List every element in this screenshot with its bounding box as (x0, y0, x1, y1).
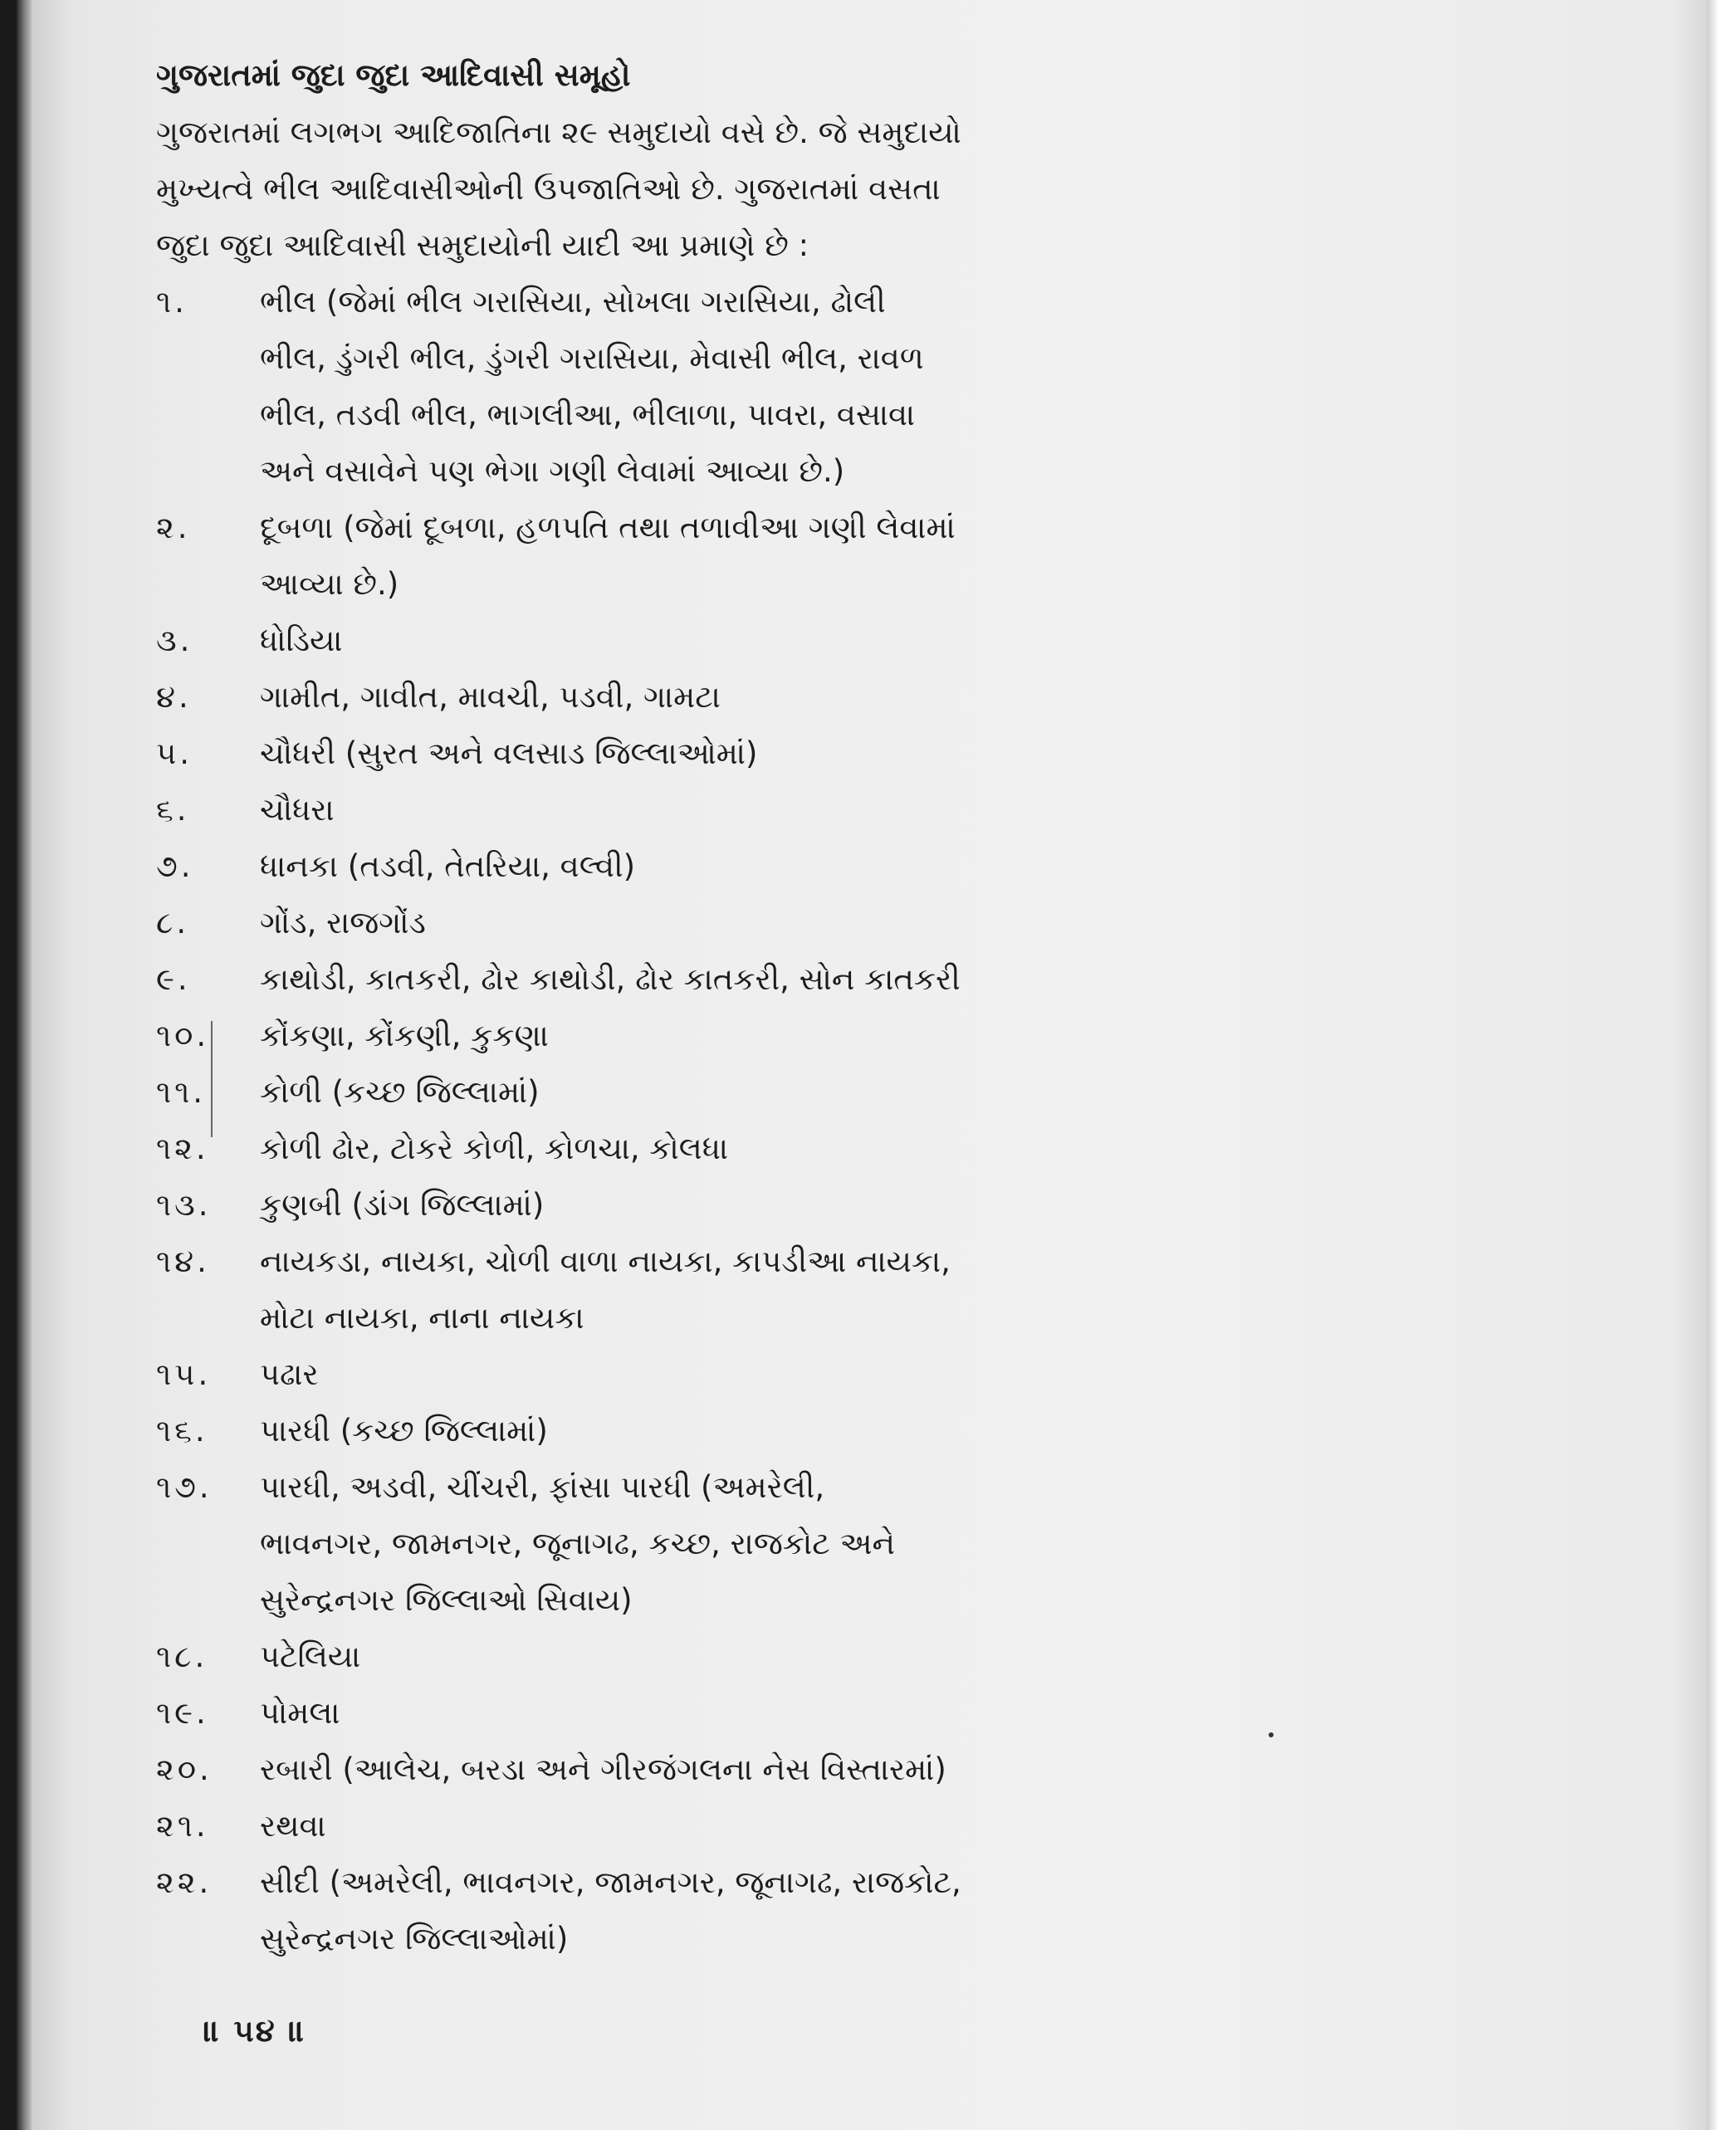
list-item-text (260, 838, 1053, 895)
list-item-line: ભાવનગર, જામનગર, જૂનાગઢ, કચ્છ, રાજકોટ અને (260, 1526, 896, 1561)
list-item-number: ૧૨. (156, 1131, 209, 1166)
list-item-line: પારધી (કચ્છ જિલ્લામાં) (260, 1413, 548, 1448)
list-item-line: કાથોડી, કાતકરી, ઢોર કાથોડી, ઢોર કાતકરી, સોન કાતકરી (260, 961, 961, 997)
list-item-line: સુરેન્દ્રનગર જિલ્લાઓમાં) (260, 1921, 569, 1957)
list-item-number: ૨. (156, 510, 191, 545)
list-item-number: ૧૫. (156, 1356, 212, 1392)
intro-line: મુખ્યત્વે ભીલ આદિવાસીઓની ઉપજાતિઓ છે. ગુજરાતમાં વસતા (156, 171, 941, 207)
list-item-line: ચૌધરી (સુરત અને વલસાડ જિલ્લાઓમાં) (260, 735, 758, 771)
list-item-text (260, 500, 1053, 613)
list-item-text (260, 613, 1053, 669)
list-item-number: ૮. (156, 905, 190, 940)
list-item-line: કોળી ઢોર, ટોકરે કોળી, કોળચા, કોલધા (260, 1131, 729, 1166)
list-item-line: ધોડિયા (260, 623, 343, 658)
list-item (156, 1685, 1053, 1742)
book-spine-edge (17, 0, 32, 2130)
intro-paragraph (156, 105, 1053, 274)
list-item (156, 1459, 1053, 1629)
list-item-text (260, 669, 1053, 725)
list-item-number: ૨૧. (156, 1808, 209, 1844)
list-item-text (260, 895, 1053, 951)
list-item (156, 613, 1053, 669)
list-item (156, 895, 1053, 951)
list-item (156, 951, 1053, 1008)
intro-line: ગુજરાતમાં લગભગ આદિજાતિના ૨૯ સમુદાયો વસે છે. જે સમુદાયો (156, 115, 961, 150)
list-item-line: કોંકણા, કોંકણી, કુકણા (260, 1018, 549, 1053)
list-item-text (260, 725, 1053, 782)
list-item-line: દૂબળા (જેમાં દૂબળા, હળપતિ તથા તળાવીઆ ગણી લેવામાં (260, 510, 956, 545)
list-item-text (260, 1629, 1053, 1685)
list-item-line: ગામીત, ગાવીત, માવચી, પડવી, ગામટા (260, 679, 721, 715)
list-item-number: ૧૭. (156, 1469, 213, 1505)
list-item (156, 725, 1053, 782)
section-heading: ગુજરાતમાં જુદા જુદા આદિવાસી સમૂહો (156, 57, 631, 93)
list-item-line: ધાનકા (તડવી, તેતરિયા, વલ્વી) (260, 848, 636, 884)
list-item-line: પારધી, અડવી, ચીંચરી, ફાંસા પારધી (અમરેલી, (260, 1469, 825, 1505)
list-item-text (260, 1234, 1053, 1346)
list-item-line: પટેલિયા (260, 1639, 361, 1674)
list-item-number: ૧૧. (156, 1074, 207, 1110)
list-item-number: ૯. (156, 961, 191, 997)
book-page (32, 0, 1707, 2130)
scan-right-margin (1707, 0, 1736, 2130)
list-item-text (260, 1403, 1053, 1459)
list-item (156, 1403, 1053, 1459)
list-item-text (260, 1177, 1053, 1234)
list-item-number: ૧૮. (156, 1639, 208, 1674)
list-item-line: નાયકડા, નાયકા, ચોળી વાળા નાયકા, કાપડીઆ નાયકા, (260, 1243, 951, 1279)
list-item (156, 1798, 1053, 1854)
list-item-line: ભીલ, ડુંગરી ભીલ, ડુંગરી ગરાસિયા, મેવાસી ભીલ, રાવળ (260, 340, 924, 376)
list-item-text (260, 1064, 1053, 1121)
page-content (156, 50, 1053, 1967)
list-item-text (260, 782, 1053, 838)
list-item-line: ગોંડ, રાજગોંડ (260, 905, 426, 940)
list-item-text (260, 1121, 1053, 1177)
list-item-text (260, 951, 1053, 1008)
tribe-list (156, 274, 1053, 1967)
list-item-number: ૧૩. (156, 1187, 212, 1223)
list-item-number: ૧૦. (156, 1018, 210, 1053)
list-item-number: ૭. (156, 848, 194, 884)
scan-speck (1269, 1732, 1274, 1737)
list-item (156, 1346, 1053, 1403)
list-item-line: પોમલા (260, 1695, 340, 1731)
list-item-number: ૨૦. (156, 1751, 213, 1787)
list-item-number: ૧૬. (156, 1413, 208, 1448)
list-item (156, 1629, 1053, 1685)
list-item (156, 500, 1053, 613)
list-item-number: ૧. (156, 284, 188, 320)
list-item (156, 669, 1053, 725)
list-item (156, 1742, 1053, 1798)
list-item-text (260, 1008, 1053, 1064)
list-item (156, 1234, 1053, 1346)
list-item-line: સુરેન્દ્રનગર જિલ્લાઓ સિવાય) (260, 1582, 633, 1618)
list-item (156, 274, 1053, 500)
list-item (156, 1064, 1053, 1121)
list-item (156, 1121, 1053, 1177)
list-item-line: પઢાર (260, 1356, 319, 1392)
scan-artifact-line (211, 1021, 213, 1137)
list-item-line: રબારી (આલેચ, બરડા અને ગીરજંગલના નેસ વિસ્તારમાં) (260, 1751, 946, 1787)
list-item-line: અને વસાવેને પણ ભેગા ગણી લેવામાં આવ્યા છે.) (260, 453, 845, 489)
list-item (156, 838, 1053, 895)
list-item-number: ૪. (156, 679, 192, 715)
list-item-number: ૨૨. (156, 1864, 213, 1900)
list-item-text (260, 274, 1053, 500)
list-item (156, 1177, 1053, 1234)
list-item-text (260, 1685, 1053, 1742)
list-item-line: ભીલ, તડવી ભીલ, ભાગલીઆ, ભીલાળા, પાવરા, વસાવા (260, 397, 916, 432)
list-item-number: ૧૪. (156, 1243, 210, 1279)
list-item-line: ભીલ (જેમાં ભીલ ગરાસિયા, સોખલા ગરાસિયા, ઢોલી (260, 284, 886, 320)
list-item-number: ૬. (156, 792, 190, 828)
list-item-line: કુણબી (ડાંગ જિલ્લામાં) (260, 1187, 545, 1223)
list-item-text (260, 1459, 1053, 1629)
page-number: ॥ ૫૪ ॥ (203, 2013, 307, 2049)
list-item-number: ૧૯. (156, 1695, 209, 1731)
list-item-line: સીદી (અમરેલી, ભાવનગર, જામનગર, જૂનાગઢ, રાજકોટ, (260, 1864, 961, 1900)
list-item-number: ૫. (156, 735, 193, 771)
list-item (156, 1854, 1053, 1967)
list-item-line: કોળી (કચ્છ જિલ્લામાં) (260, 1074, 540, 1110)
list-item-line: મોટા નાયકા, નાના નાયકા (260, 1300, 584, 1336)
list-item-text (260, 1742, 1053, 1798)
list-item-text (260, 1854, 1053, 1967)
list-item-text (260, 1346, 1053, 1403)
list-item-line: ચૌધરા (260, 792, 335, 828)
intro-line: જુદા જુદા આદિવાસી સમુદાયોની યાદી આ પ્રમાણે છે : (156, 227, 809, 263)
list-item-number: ૩. (156, 623, 193, 658)
list-item-line: રથવા (260, 1808, 326, 1844)
list-item (156, 1008, 1053, 1064)
list-item-line: આવ્યા છે.) (260, 566, 399, 602)
list-item (156, 782, 1053, 838)
list-item-text (260, 1798, 1053, 1854)
